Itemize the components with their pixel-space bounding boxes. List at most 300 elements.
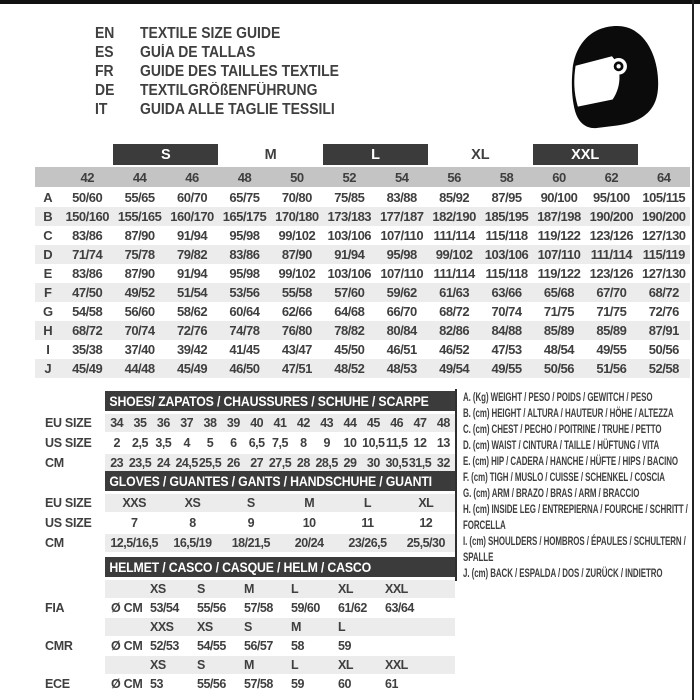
language-row <box>95 62 361 81</box>
measurement-value: 111/114 <box>590 247 633 262</box>
measurement-value: 83/86 <box>72 266 103 281</box>
measurement-value: 83/88 <box>386 190 417 205</box>
helmet-size-value: 63/64 <box>385 601 414 615</box>
value-cell: 23,5 <box>128 456 152 470</box>
measurement-value: 91/94 <box>334 247 365 262</box>
value-cell: 16,5/19 <box>173 536 212 550</box>
measurement-row-A <box>35 188 690 207</box>
measurement-value: 82/86 <box>439 323 470 338</box>
value-cell: 10,5 <box>362 436 385 450</box>
helmet-size-header: XS <box>150 658 166 672</box>
value-cell: 5 <box>206 436 214 450</box>
measurement-value: 95/100 <box>592 190 630 205</box>
language-title: TEXTILE SIZE GUIDE <box>140 24 281 42</box>
measurement-value: 76/80 <box>281 323 312 338</box>
value-cell: 3,5 <box>155 436 172 450</box>
measurement-value: 87/90 <box>124 266 155 281</box>
measurement-value: 55/58 <box>281 285 312 300</box>
value-cell: 18/21,5 <box>231 536 270 550</box>
value-cell: 27 <box>250 456 264 470</box>
value-cell: 12,5/16,5 <box>110 536 158 550</box>
gloves-eu-size-label: EU SIZE <box>45 496 92 510</box>
size-group-spacer <box>638 144 690 165</box>
helmet-size-value: 53/54 <box>150 601 179 615</box>
value-cell: 30,5 <box>385 456 408 470</box>
measurement-value: 123/126 <box>589 228 634 243</box>
value-cell: 10 <box>343 436 357 450</box>
measurement-value: 50/56 <box>543 361 574 376</box>
measurement-value: 46/52 <box>439 342 470 357</box>
helmet-size-header: XL <box>338 582 353 596</box>
measurement-value: 87/91 <box>648 323 679 338</box>
measurement-value: 173/183 <box>327 209 372 224</box>
measurement-value: 41/45 <box>229 342 260 357</box>
value-cell: 45 <box>366 416 380 430</box>
measurement-value: 155/165 <box>117 209 162 224</box>
measurement-value: 67/70 <box>596 285 627 300</box>
measurement-row-D <box>35 245 690 264</box>
measurement-value: 75/85 <box>334 190 365 205</box>
helmet-size-value: 60 <box>338 677 351 691</box>
size-group-L: L <box>323 144 428 165</box>
row-letter: G <box>42 304 54 319</box>
measurement-value: 45/50 <box>334 342 365 357</box>
language-row <box>95 100 361 119</box>
size-column-header: 54 <box>394 169 409 185</box>
measurement-value: 75/78 <box>124 247 155 262</box>
size-column-header: 48 <box>237 169 252 185</box>
measurement-value: 48/52 <box>334 361 365 376</box>
value-cell: 9 <box>323 436 330 450</box>
measurement-value: 87/90 <box>124 228 155 243</box>
row-letter: A <box>43 190 53 205</box>
measurement-value: 185/195 <box>484 209 529 224</box>
measurement-value: 170/180 <box>275 209 319 224</box>
measurement-value: 37/40 <box>124 342 155 357</box>
measurement-value: 107/110 <box>537 247 581 262</box>
measurement-value: 52/58 <box>648 361 679 376</box>
row-letter: B <box>43 209 53 224</box>
measurement-value: 84/88 <box>491 323 522 338</box>
helmet-size-header: L <box>291 658 299 672</box>
measurement-value: 87/90 <box>281 247 312 262</box>
size-column-header: 56 <box>447 169 461 185</box>
value-cell: 31,5 <box>408 456 432 470</box>
measurement-row-F <box>35 283 690 302</box>
size-column-header: 60 <box>552 169 566 185</box>
helmet-size-value: 53 <box>150 677 163 691</box>
measurement-row-C <box>35 226 690 245</box>
measurement-value: 165/175 <box>222 209 267 224</box>
value-cell: 34 <box>110 416 124 430</box>
measurement-value: 49/55 <box>491 361 522 376</box>
measurement-value: 80/84 <box>386 323 417 338</box>
measurement-value: 119/122 <box>537 228 581 243</box>
gloves-section-title: GLOVES / GUANTES / GANTS / HANDSCHUHE / GUANTI <box>109 473 432 489</box>
measurement-value: 107/110 <box>380 228 424 243</box>
helmet-size-value: 57/58 <box>244 601 273 615</box>
gloves-section-header <box>105 471 455 491</box>
helmet-icon <box>562 23 664 129</box>
size-column-header: 62 <box>604 169 619 185</box>
diameter-cm-label: Ø CM <box>111 677 143 691</box>
size-column-header: 64 <box>657 169 671 185</box>
value-cell: 35 <box>133 416 147 430</box>
size-group-XXL: XXL <box>533 144 638 165</box>
helmet-standard-cmr: CMR <box>45 639 73 653</box>
helmet-section-title: HELMET / CASCO / CASQUE / HELM / CASCO <box>109 559 372 575</box>
value-cell: 24,5 <box>175 456 198 470</box>
legend-item: A. (Kg) WEIGHT / PESO / POIDS / GEWITCH / PESO <box>463 392 653 404</box>
value-cell: 27,5 <box>268 456 292 470</box>
value-cell: XS <box>184 496 201 510</box>
language-code: FR <box>95 62 114 80</box>
helmet-size-value: 61/62 <box>338 601 367 615</box>
value-cell: 4 <box>183 436 190 450</box>
measurement-value: 99/102 <box>278 228 316 243</box>
row-letter: F <box>44 285 52 300</box>
measurement-value: 105/115 <box>642 190 686 205</box>
measurement-rows <box>35 188 690 378</box>
helmet-standard-fia: FIA <box>45 601 65 615</box>
shoes-cm-label: CM <box>45 456 64 470</box>
gloves_table-eu-row <box>105 494 455 512</box>
row-letter: D <box>43 247 53 262</box>
measurement-value: 83/86 <box>72 228 103 243</box>
helmet-size-header: S <box>197 658 205 672</box>
value-cell: 36 <box>156 416 170 430</box>
measurement-value: 123/126 <box>589 266 634 281</box>
value-cell: 46 <box>390 416 404 430</box>
measurement-row-J <box>35 359 690 378</box>
helmet-size-value: 56/57 <box>244 639 273 653</box>
value-cell: 7 <box>130 516 138 530</box>
value-cell: 23 <box>110 456 124 470</box>
measurement-value: 70/74 <box>491 304 522 319</box>
value-cell: 20/24 <box>294 536 324 550</box>
size-group-XL: XL <box>471 146 490 163</box>
language-code: IT <box>95 100 108 118</box>
value-cell: 37 <box>180 416 194 430</box>
size-group-spacer <box>61 144 113 165</box>
value-cell: 6,5 <box>248 436 265 450</box>
measurement-value: 56/60 <box>124 304 155 319</box>
legend-item: H. (cm) INSIDE LEG / ENTREPIERNA / FOURCHE / SCHRITT / FORCELLA <box>463 504 688 532</box>
legend-item: E. (cm) HIP / CADERA / HANCHE / HÜFTE / HIPS / BACINO <box>463 456 679 468</box>
measurement-value: 43/47 <box>281 342 312 357</box>
value-cell: 43 <box>320 416 334 430</box>
value-cell: 44 <box>343 416 357 430</box>
top-border-line <box>0 0 700 4</box>
value-cell: 7,5 <box>272 436 288 450</box>
value-cell: 25,5/30 <box>406 536 445 550</box>
row-letter: E <box>43 266 53 281</box>
language-title: GUÍA DE TALLAS <box>140 43 256 61</box>
measurement-value: 57/60 <box>334 285 365 300</box>
value-cell: 29 <box>343 456 357 470</box>
row-letter: J <box>44 361 52 376</box>
value-cell: 26 <box>226 456 240 470</box>
value-cell: 8 <box>300 436 307 450</box>
measurement-value: 68/72 <box>72 323 103 338</box>
measurement-value: 190/200 <box>642 209 686 224</box>
measurement-row-I <box>35 340 690 359</box>
measurement-value: 95/98 <box>229 266 260 281</box>
measurement-row-H <box>35 321 690 340</box>
shoes-section-header <box>105 391 455 411</box>
measurement-value: 111/114 <box>433 228 475 243</box>
helmet-size-header: M <box>244 582 254 596</box>
legend-item: B. (cm) HEIGHT / ALTURA / HAUTEUR / HÖHE / ALTEZZA <box>463 408 674 420</box>
shoes-eu-size-label: EU SIZE <box>45 416 92 430</box>
value-cell: 13 <box>436 436 450 450</box>
gloves_table-cm-row <box>105 534 455 552</box>
helmet-section-header <box>105 557 455 577</box>
measurement-value: 83/86 <box>229 247 260 262</box>
measurement-value: 49/54 <box>439 361 470 376</box>
language-title: GUIDE DES TAILLES TEXTILE <box>140 62 339 80</box>
helmet-size-value: 52/53 <box>150 639 179 653</box>
measurement-value: 35/38 <box>72 342 103 357</box>
helmet-size-header: S <box>244 620 252 634</box>
helmet-values-row-CMR <box>105 637 455 655</box>
measurement-value: 91/94 <box>177 228 208 243</box>
helmet-size-value: 59/60 <box>291 601 320 615</box>
value-cell: 40 <box>250 416 264 430</box>
measurement-legend <box>463 390 694 582</box>
size-column-header: 52 <box>342 169 357 185</box>
measurement-value: 62/66 <box>281 304 312 319</box>
right-border-line <box>692 0 694 700</box>
shoes_table-us-row <box>105 434 455 452</box>
measurement-value: 115/118 <box>485 266 528 281</box>
language-title: GUIDA ALLE TAGLIE TESSILI <box>140 100 335 118</box>
measurement-value: 103/106 <box>484 247 529 262</box>
value-cell: 24 <box>156 456 170 470</box>
measurement-value: 47/51 <box>281 361 312 376</box>
value-cell: 47 <box>413 416 427 430</box>
value-cell: 8 <box>189 516 196 530</box>
value-cell: L <box>363 496 372 510</box>
measurement-value: 150/160 <box>65 209 109 224</box>
helmet-sizes-row-ECE <box>105 656 455 674</box>
measurement-value: 64/68 <box>334 304 365 319</box>
measurement-value: 72/76 <box>177 323 208 338</box>
measurement-value: 187/198 <box>537 209 581 224</box>
measurement-value: 127/130 <box>642 266 686 281</box>
helmet-size-header: XS <box>197 620 213 634</box>
measurement-value: 95/98 <box>229 228 260 243</box>
measurement-value: 182/190 <box>432 209 476 224</box>
legend-item: D. (cm) WAIST / CINTURA / TAILLE / HÜFTUNG / VITA <box>463 440 660 452</box>
measurement-value: 58/62 <box>177 304 208 319</box>
value-cell: 48 <box>436 416 450 430</box>
language-code: DE <box>95 81 115 99</box>
measurement-value: 177/187 <box>379 209 424 224</box>
measurement-value: 51/54 <box>177 285 208 300</box>
helmet-size-rows <box>105 580 455 694</box>
measurement-row-G <box>35 302 690 321</box>
measurement-value: 50/56 <box>648 342 679 357</box>
size-column-header: 46 <box>185 169 199 185</box>
diameter-cm-label: Ø CM <box>111 601 143 615</box>
gloves-cm-label: CM <box>45 536 64 550</box>
legend-item: I. (cm) SHOULDERS / HOMBROS / ÉPAULES / SCHULTERN / SPALLE <box>463 536 686 564</box>
measurement-value: 74/78 <box>229 323 260 338</box>
measurement-value: 65/75 <box>229 190 260 205</box>
value-cell: 2,5 <box>132 436 148 450</box>
value-cell: 10 <box>302 516 316 530</box>
measurement-value: 107/110 <box>380 266 424 281</box>
measurement-value: 65/68 <box>543 285 574 300</box>
helmet-size-header: XS <box>150 582 166 596</box>
row-letter: C <box>43 228 53 243</box>
language-code: EN <box>95 24 115 42</box>
measurement-value: 119/122 <box>537 266 581 281</box>
measurement-value: 51/56 <box>596 361 627 376</box>
size-group-header-row <box>35 144 690 165</box>
value-cell: 42 <box>296 416 310 430</box>
value-cell: 6 <box>230 436 237 450</box>
value-cell: 11,5 <box>385 436 408 450</box>
helmet-size-value: 57/58 <box>244 677 273 691</box>
helmet-size-value: 61 <box>385 677 398 691</box>
value-cell: 2 <box>113 436 120 450</box>
helmet-size-value: 59 <box>291 677 304 691</box>
row-letter: I <box>46 342 50 357</box>
value-cell: M <box>304 496 315 510</box>
helmet-size-header: XXL <box>385 582 408 596</box>
legend-divider-line <box>455 389 457 581</box>
value-cell: 12 <box>419 516 433 530</box>
shoes-size-rows <box>105 414 455 474</box>
measurement-value: 115/118 <box>485 228 528 243</box>
language-row <box>95 81 361 100</box>
size-group-S: S <box>113 144 218 165</box>
shoes_table-eu-row <box>105 414 455 432</box>
measurement-value: 59/62 <box>386 285 417 300</box>
measurement-value: 63/66 <box>491 285 522 300</box>
helmet-values-row-FIA <box>105 599 455 617</box>
value-cell: 9 <box>247 516 255 530</box>
value-cell: 23/26,5 <box>348 536 387 550</box>
measurement-value: 85/89 <box>543 323 574 338</box>
value-cell: XL <box>418 496 434 510</box>
value-cell: 28 <box>296 456 310 470</box>
value-cell: 11 <box>361 516 374 530</box>
measurement-value: 54/58 <box>72 304 103 319</box>
measurement-row-B <box>35 207 690 226</box>
measurement-value: 46/50 <box>229 361 260 376</box>
measurement-value: 190/200 <box>589 209 634 224</box>
shoes-section-title: SHOES/ ZAPATOS / CHAUSSURES / SCHUHE / SCARPE <box>109 393 429 409</box>
legend-item: F. (cm) TIGH / MUSLO / CUISSE / SCHENKEL / COSCIA <box>463 472 665 484</box>
measurement-value: 47/50 <box>72 285 103 300</box>
value-cell: 25,5 <box>198 456 222 470</box>
row-letter: H <box>43 323 53 338</box>
measurement-value: 44/48 <box>124 361 155 376</box>
measurement-value: 47/53 <box>491 342 522 357</box>
helmet-size-header: XXS <box>150 620 174 634</box>
measurement-value: 91/94 <box>177 266 208 281</box>
measurement-value: 99/102 <box>435 247 473 262</box>
measurement-value: 55/65 <box>124 190 155 205</box>
measurement-value: 49/52 <box>124 285 155 300</box>
measurement-value: 45/49 <box>72 361 103 376</box>
measurement-value: 66/70 <box>386 304 417 319</box>
measurement-value: 111/114 <box>433 266 475 281</box>
shoes-us-size-label: US SIZE <box>45 436 92 450</box>
value-cell: XXS <box>122 496 146 510</box>
helmet-size-header: S <box>197 582 205 596</box>
measurement-value: 115/119 <box>642 247 685 262</box>
helmet-size-value: 55/56 <box>197 601 226 615</box>
helmet-size-header: XL <box>338 658 353 672</box>
size-number-header-row <box>35 167 690 187</box>
size-group-M: M <box>264 146 277 163</box>
helmet-size-header: M <box>244 658 254 672</box>
measurement-value: 61/63 <box>439 285 470 300</box>
measurement-value: 46/51 <box>386 342 417 357</box>
measurement-value: 70/74 <box>124 323 155 338</box>
measurement-value: 72/76 <box>648 304 679 319</box>
measurement-value: 53/56 <box>229 285 260 300</box>
gloves-size-rows <box>105 494 455 554</box>
gloves-us-size-label: US SIZE <box>45 516 92 530</box>
helmet-size-header: M <box>291 620 301 634</box>
measurement-row-E <box>35 264 690 283</box>
measurement-value: 39/42 <box>177 342 208 357</box>
measurement-value: 71/75 <box>543 304 574 319</box>
diameter-cm-label: Ø CM <box>111 639 143 653</box>
value-cell: 39 <box>226 416 240 430</box>
measurement-value: 48/53 <box>386 361 417 376</box>
measurement-value: 99/102 <box>278 266 316 281</box>
language-row <box>95 24 361 43</box>
size-column-header: 58 <box>499 169 514 185</box>
value-cell: 30 <box>366 456 380 470</box>
helmet-sizes-row-CMR <box>105 618 455 636</box>
value-cell: 41 <box>273 416 287 430</box>
measurement-value: 95/98 <box>386 247 417 262</box>
helmet-values-row-ECE <box>105 675 455 693</box>
measurement-value: 79/82 <box>177 247 208 262</box>
measurement-value: 50/60 <box>72 190 103 205</box>
measurement-value: 127/130 <box>642 228 686 243</box>
measurement-value: 90/100 <box>540 190 578 205</box>
helmet-size-header: L <box>291 582 299 596</box>
helmet-size-value: 55/56 <box>197 677 226 691</box>
measurement-value: 103/106 <box>327 228 372 243</box>
measurement-value: 71/74 <box>72 247 103 262</box>
legend-item: G. (cm) ARM / BRAZO / BRAS / ARM / BRACCIO <box>463 488 640 500</box>
language-code: ES <box>95 43 114 61</box>
measurement-value: 85/92 <box>439 190 470 205</box>
shoes_table-cm-row <box>105 454 455 472</box>
language-title: TEXTILGRÖßENFÜHRUNG <box>140 81 318 99</box>
value-cell: 38 <box>203 416 217 430</box>
measurement-value: 103/106 <box>327 266 372 281</box>
helmet-size-header: XXL <box>385 658 408 672</box>
measurement-value: 60/70 <box>177 190 208 205</box>
legend-item: C. (cm) CHEST / PECHO / POITRINE / TRUHE / PETTO <box>463 424 662 436</box>
measurement-value: 87/95 <box>491 190 522 205</box>
measurement-value: 78/82 <box>334 323 365 338</box>
measurement-value: 160/170 <box>170 209 214 224</box>
value-cell: 28,5 <box>315 456 338 470</box>
measurement-value: 45/49 <box>177 361 208 376</box>
helmet-size-value: 59 <box>338 639 351 653</box>
